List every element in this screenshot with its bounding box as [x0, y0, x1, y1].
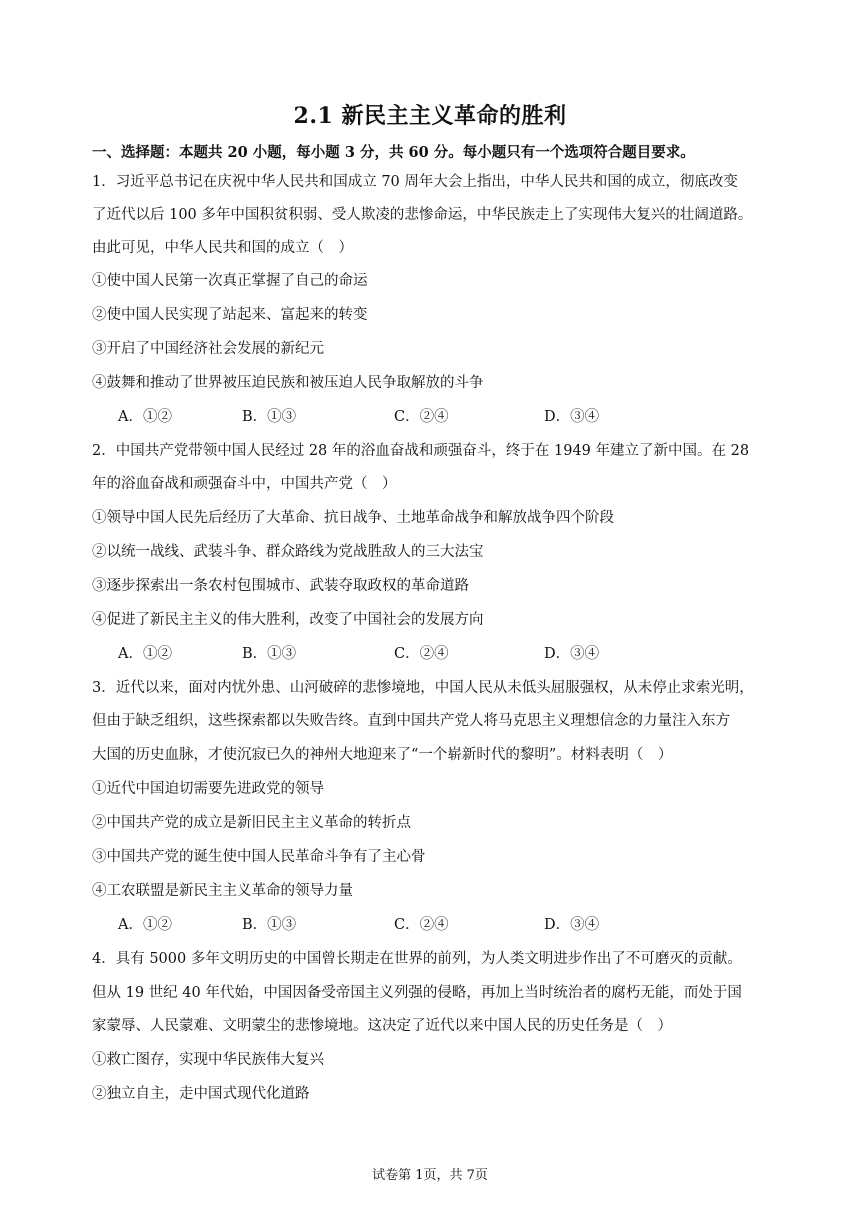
- q2-option-a[interactable]: A．①②: [118, 646, 172, 662]
- q3-item-1: ①近代中国迫切需要先进政党的领导: [92, 781, 324, 797]
- q3-item-2: ②中国共产党的成立是新旧民主主义革命的转折点: [92, 815, 411, 831]
- q1-option-b[interactable]: B．①③: [242, 409, 297, 425]
- q3-stem-line-3: 大国的历史血脉，才使沉寂已久的神州大地迎来了“一个崭新时代的黎明”。材料表明（ ）: [92, 747, 673, 763]
- q1-stem-line-1: 1．习近平总书记在庆祝中华人民共和国成立 70 周年大会上指出，中华人民共和国的成立，彻底改变: [92, 174, 738, 190]
- q2-option-b[interactable]: B．①③: [242, 646, 297, 662]
- q2-stem-line-1: 2．中国共产党带领中国人民经过 28 年的浴血奋战和顽强奋斗，终于在 1949 年建立了新中国。在 28: [92, 443, 750, 459]
- q3-option-a[interactable]: A．①②: [118, 917, 172, 933]
- q4-stem-line-2: 但从 19 世纪 40 年代始，中国因备受帝国主义列强的侵略，再加上当时统治者的腐朽无能，而处于国: [92, 985, 742, 1001]
- q3-stem-line-1: 3．近代以来，面对内忧外患、山河破碎的悲惨境地，中国人民从未低头屈服强权，从未停止求索光明，: [92, 680, 754, 696]
- q3-stem-line-2: 但由于缺乏组织，这些探索都以失败告终。直到中国共产党人将马克思主义理想信念的力量注入东方: [92, 713, 730, 729]
- q4-stem-line-1: 4．具有 5000 多年文明历史的中国曾长期走在世界的前列，为人类文明进步作出了不可磨灭的贡献。: [92, 951, 742, 967]
- q2-item-4: ④促进了新民主主义的伟大胜利，改变了中国社会的发展方向: [92, 612, 484, 628]
- q1-stem-line-2: 了近代以后 100 多年中国积贫积弱、受人欺凌的悲惨命运，中华民族走上了实现伟大复兴的壮阔道路。: [92, 207, 753, 223]
- q4-item-1: ①救亡图存，实现中华民族伟大复兴: [92, 1052, 324, 1068]
- q3-option-b[interactable]: B．①③: [242, 917, 297, 933]
- q3-option-d[interactable]: D．③④: [544, 917, 600, 933]
- q3-item-3: ③中国共产党的诞生使中国人民革命斗争有了主心骨: [92, 849, 426, 865]
- q4-stem-line-3: 家蒙辱、人民蒙难、文明蒙尘的悲惨境地。这决定了近代以来中国人民的历史任务是（ ）: [92, 1018, 672, 1034]
- q2-option-d[interactable]: D．③④: [544, 646, 600, 662]
- q2-stem-line-2: 年的浴血奋战和顽强奋斗中，中国共产党（ ）: [92, 476, 397, 492]
- section-header: 一、选择题：本题共 20 小题，每小题 3 分，共 60 分。每小题只有一个选项符合题目要求。: [92, 144, 695, 161]
- q1-item-3: ③开启了中国经济社会发展的新纪元: [92, 341, 324, 357]
- q2-item-3: ③逐步探索出一条农村包围城市、武装夺取政权的革命道路: [92, 578, 469, 594]
- q2-option-c[interactable]: C．②④: [394, 646, 449, 662]
- q1-option-c[interactable]: C．②④: [394, 409, 449, 425]
- q3-item-4: ④工农联盟是新民主主义革命的领导力量: [92, 883, 353, 899]
- q4-item-2: ②独立自主，走中国式现代化道路: [92, 1086, 310, 1102]
- q3-option-c[interactable]: C．②④: [394, 917, 449, 933]
- q2-item-2: ②以统一战线、武装斗争、群众路线为党战胜敌人的三大法宝: [92, 544, 484, 560]
- q1-option-a[interactable]: A．①②: [118, 409, 172, 425]
- q1-stem-line-3: 由此可见，中华人民共和国的成立（ ）: [92, 240, 353, 256]
- q2-item-1: ①领导中国人民先后经历了大革命、抗日战争、土地革命战争和解放战争四个阶段: [92, 510, 614, 526]
- q1-item-4: ④鼓舞和推动了世界被压迫民族和被压迫人民争取解放的斗争: [92, 375, 484, 391]
- q1-option-d[interactable]: D．③④: [544, 409, 600, 425]
- q1-item-1: ①使中国人民第一次真正掌握了自己的命运: [92, 273, 368, 289]
- page-footer: 试卷第 1页，共 7页: [372, 1168, 488, 1183]
- q1-item-2: ②使中国人民实现了站起来、富起来的转变: [92, 307, 368, 323]
- page-title: 2.1 新民主主义革命的胜利: [293, 103, 567, 129]
